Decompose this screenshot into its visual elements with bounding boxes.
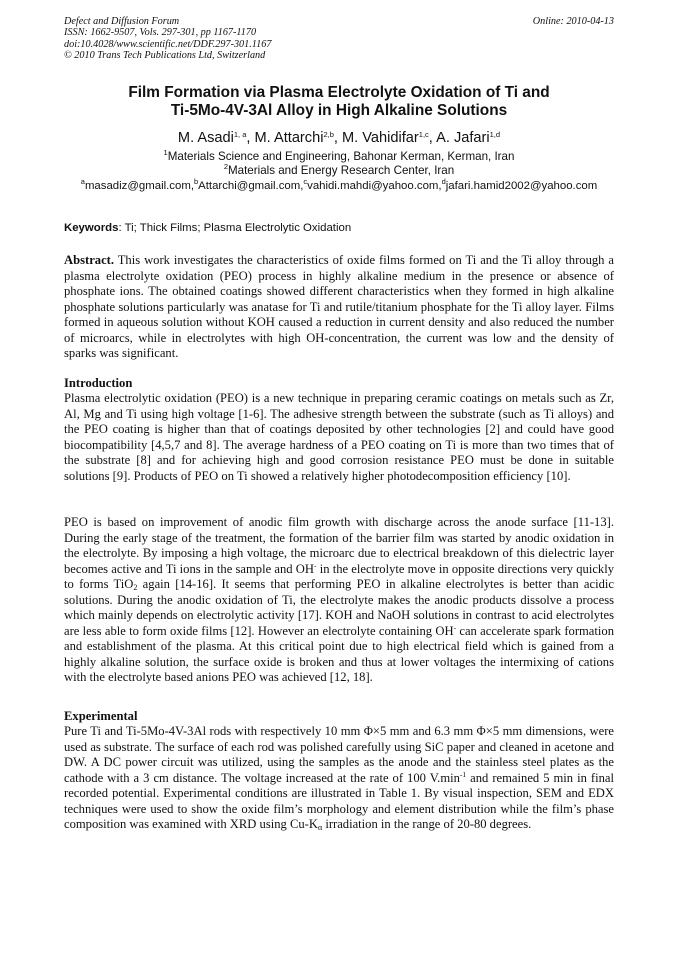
paper-title: [64, 84, 614, 120]
issn-line: ISSN: 1662-9507, Vols. 297-301, pp 1167-1170: [64, 27, 257, 39]
superscript: -: [313, 560, 317, 570]
author-affiliation-mark: 2,b: [323, 130, 334, 139]
affiliation-mark: 2: [223, 162, 228, 171]
paragraph-text: again [14-16]. It seems that performing PEO in alkaline electrolytes is better than acidic solutions. During the anodic oxidation of Ti, the electrolyte makes the anodic products dissolve a process which mainly depends on electrolytic activity [17]. KOH and NaOH solutions in contrast to acid electrolytes are less able to form oxide films [12]. However an electrolyte containing OH: [64, 577, 614, 638]
author-separator: ,: [428, 130, 437, 146]
author-affiliation-mark: 1,d: [489, 130, 501, 139]
keywords-line: [64, 221, 614, 235]
abstract-text: This work investigates the characteristics of oxide films formed on Ti and the Ti alloy through a plasma electrolyte oxidation (PEO) process in highly alkaline medium in the presence or absence of phosphate ions. The obtained coatings showed different characteristics when they formed in high alkaline phosphate solutions particularly was anatase for Ti and rutile/titanium phosphate for the Ti alloy layer. Films formed in aqueous solution without KOH caused a reduction in current density and also reduced the number of microarcs, while in electrolytes with high OH-concentration, the current was low and the density of sparks was significant.: [64, 253, 614, 360]
author-name: M. Attarchi: [254, 130, 324, 146]
affiliation-text: Materials Science and Engineering, Bahonar Kerman, Kerman, Iran: [167, 150, 515, 163]
paragraph-text: irradiation in the range of 20-80 degrees.: [322, 817, 532, 831]
author-affiliation-mark: 1,c: [418, 130, 429, 139]
author-affiliation-mark: 1, a: [233, 130, 247, 139]
affiliation-text: Materials and Energy Research Center, Iran: [227, 164, 455, 177]
paragraph-text: can accelerate spark formation and establishment of the plasma. At this critical point due to high electrical field which is gained from a highly alkaline solution, the surface oxide is broken and thus at lower voltages the intermixing of cations with the electrolyte based anions PEO was achieved [12, 18].: [64, 623, 614, 684]
abstract: [64, 253, 614, 362]
experimental-paragraph-1: [64, 724, 614, 833]
email-mark: d: [441, 177, 446, 186]
paragraph-text: Pure Ti and Ti-5Mo-4V-3Al rods with respectively 10 mm Φ×5 mm and 6.3 mm Φ×5 mm dimensions, were used as substrate. The surface of each rod was polished carefully using SiC paper and cleaned in acetone and DW. A DC power circuit was utilized, using the samples as the anode and the stainless steel plates as the cathode with a 3 cm distance. The voltage increased at the rate of 100 V.min: [64, 724, 614, 785]
journal-name: Defect and Diffusion Forum: [64, 16, 180, 27]
email-address[interactable]: Attarchi@gmail.com,: [198, 180, 304, 192]
subscript: α: [317, 823, 323, 832]
keywords-label: Keywords: [64, 222, 119, 234]
online-date: Online: 2010-04-13: [532, 16, 614, 27]
author-name: A. Jafari: [436, 130, 490, 146]
author-emails: [40, 179, 638, 194]
email-mark: a: [80, 177, 85, 186]
email-mark: b: [193, 177, 199, 186]
introduction-heading: Introduction: [64, 376, 133, 390]
paragraph-text: PEO is based on improvement of anodic film growth with discharge across the anode surface [11-13]. During the early stage of the treatment, the formation of the barrier film was started by anodic oxidation in the electrolyte. By imposing a high voltage, the microarc due to electrical breakdown of this dielectric layer becomes active and Ti ions in the sample and OH: [64, 515, 614, 576]
email-address[interactable]: vahidi.mahdi@yahoo.com,: [307, 180, 442, 192]
author-separator: ,: [246, 130, 255, 146]
paragraph-text: in the electrolyte move in opposite directions very quickly to forms TiO: [64, 561, 614, 591]
affiliation-mark: 1: [163, 148, 168, 157]
author-name: M. Vahidifar: [342, 130, 419, 146]
author-list: [64, 129, 614, 147]
affiliation-2: [64, 164, 614, 178]
email-mark: c: [303, 177, 308, 186]
copyright-line: © 2010 Trans Tech Publications Ltd, Switzerland: [64, 50, 266, 62]
title-line-2: Ti-5Mo-4V-3Al Alloy in High Alkaline Solutions: [170, 102, 508, 119]
email-address[interactable]: jafari.hamid2002@yahoo.com: [445, 180, 598, 192]
abstract-label: Abstract.: [64, 253, 115, 267]
author-name: M. Asadi: [177, 130, 234, 146]
email-address[interactable]: masadiz@gmail.com,: [84, 180, 194, 192]
introduction-paragraph-1: Plasma electrolytic oxidation (PEO) is a new technique in preparing ceramic coatings on metals such as Zr, Al, Mg and Ti using high voltage [1-6]. The adhesive strength between the substrate (such as Ti alloys) and the PEO coating is higher than that of coatings deposited by other technologies [2] and could have good biocompatibility [4,5,7 and 8]. The average hardness of a PEO coating on Ti is more than two times that of the substrate [8] and for achieving high and good corrosion resistance PEO must be done in suitable solutions [9]. Products of PEO on Ti showed a relatively higher photodecomposition efficiency [10].: [64, 391, 614, 483]
paragraph-text: and remained 5 min in final recorded potential. Experimental conditions are illustrated in Table 1. By visual inspection, SEM and EDX techniques were used to show the oxide film’s morphology and element distribution while the film’s phase composition was examined with XRD using Cu-K: [64, 770, 614, 831]
title-line-1: Film Formation via Plasma Electrolyte Oxidation of Ti and: [128, 84, 550, 101]
introduction-paragraph-2: [64, 515, 614, 686]
keywords-text: : Ti; Thick Films; Plasma Electrolytic Oxidation: [118, 222, 352, 234]
superscript: -1: [459, 769, 467, 779]
affiliation-1: [64, 150, 614, 164]
subscript: 2: [133, 583, 138, 592]
experimental-heading: Experimental: [64, 709, 138, 723]
doi-line: doi:10.4028/www.scientific.net/DDF.297-301.1167: [64, 38, 272, 50]
superscript: -: [453, 622, 457, 632]
author-separator: ,: [333, 130, 342, 146]
journal-header: [64, 16, 484, 62]
